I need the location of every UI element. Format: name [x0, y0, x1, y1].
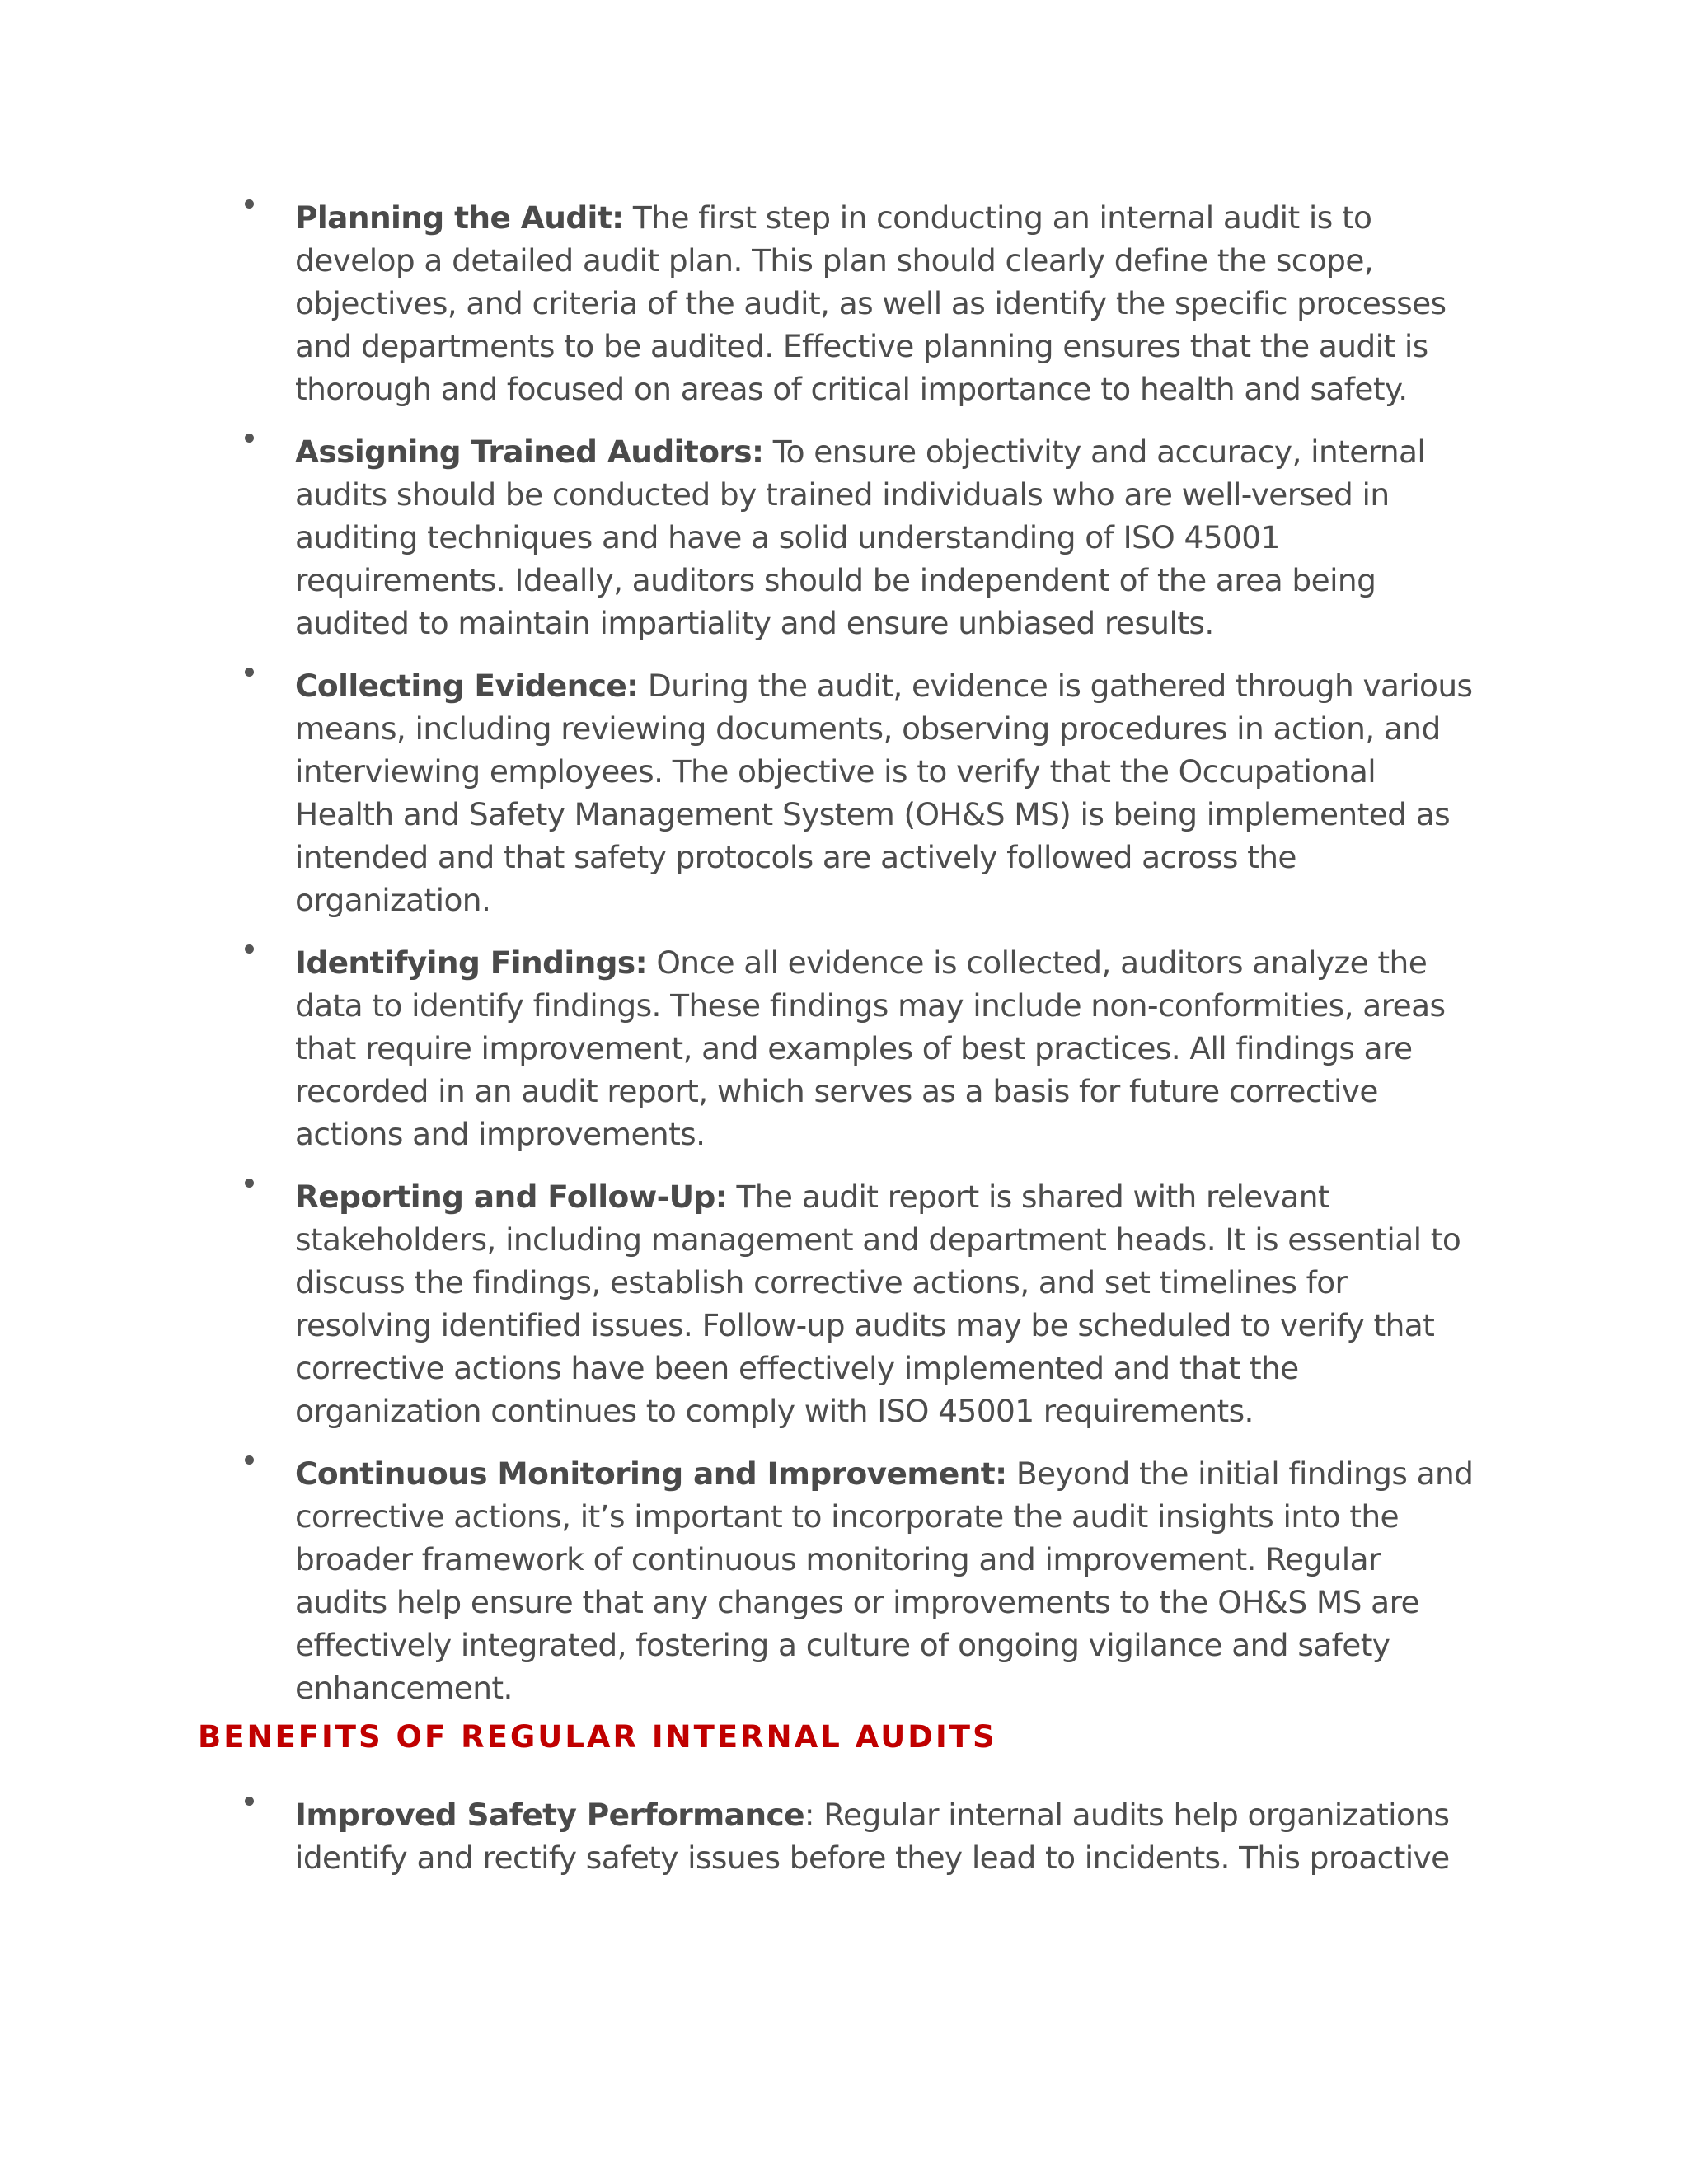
item-term: Planning the Audit:	[295, 199, 624, 236]
bullet-icon	[245, 1455, 254, 1465]
list-item	[244, 430, 1480, 644]
section-heading-benefits: BENEFITS OF REGULAR INTERNAL AUDITS	[198, 1719, 997, 1755]
bullet-icon	[245, 1797, 254, 1806]
audit-steps-list	[244, 196, 1480, 1729]
item-term: Continuous Monitoring and Improvement:	[295, 1455, 1007, 1492]
benefits-list	[244, 1793, 1480, 1899]
item-text: The first step in conducting an internal audit is to develop a detailed audit plan. This plan should clearly define the scope, objectives, and criteria of the audit, as well as identify the specific processes and departments to be audited. Effective planning ensures that the audit is thorough and focused on areas of critical importance to health and safety.	[295, 199, 1447, 407]
item-text: During the audit, evidence is gathered through various means, including reviewing documents, observing procedures in action, and interviewing employees. The objective is to verify that the Occupational Health and Safety Management System (OH&S MS) is being implemented as intended and that safety protocols are actively followed across the organization.	[295, 668, 1473, 918]
item-text: The audit report is shared with relevant stakeholders, including management and department heads. It is essential to discuss the findings, establish corrective actions, and set timelines for resolving identified issues. Follow-up audits may be scheduled to verify that corrective actions have been effectively implemented and that the organization continues to comply with ISO 45001 requirements.	[295, 1179, 1461, 1429]
list-item	[244, 941, 1480, 1155]
list-item	[244, 1452, 1480, 1709]
list-item	[244, 1793, 1480, 1879]
item-text: To ensure objectivity and accuracy, internal audits should be conducted by trained individuals who are well-versed in auditing techniques and have a solid understanding of ISO 45001 requirements. Ideally, auditors should be independent of the area being audited to maintain impartiality and ensure unbiased results.	[295, 434, 1426, 641]
bullet-icon	[245, 668, 254, 677]
bullet-icon	[245, 1179, 254, 1188]
item-text: Beyond the initial findings and corrective actions, it’s important to incorporate the audit insights into the broader framework of continuous monitoring and improvement. Regular audits help ensure that any changes or improvements to the OH&S MS are effectively integrated, fostering a culture of ongoing vigilance and safety enhancement.	[295, 1455, 1474, 1706]
bullet-icon	[245, 434, 254, 443]
list-item	[244, 1175, 1480, 1432]
item-term: Collecting Evidence:	[295, 668, 639, 704]
item-term: Identifying Findings:	[295, 944, 648, 981]
list-item	[244, 196, 1480, 410]
item-term: Improved Safety Performance	[295, 1797, 804, 1833]
bullet-icon	[245, 199, 254, 209]
item-text: Once all evidence is collected, auditors analyze the data to identify findings. These findings may include non-conformities, areas that require improvement, and examples of best practices. All findings are recorded in an audit report, which serves as a basis for future corrective actions and improvements.	[295, 944, 1446, 1152]
item-text: : Regular internal audits help organizations identify and rectify safety issues before they lead to incidents. This proactive	[295, 1797, 1450, 1876]
bullet-icon	[245, 944, 254, 954]
list-item	[244, 664, 1480, 921]
item-term: Reporting and Follow-Up:	[295, 1179, 728, 1215]
item-term: Assigning Trained Auditors:	[295, 434, 764, 470]
